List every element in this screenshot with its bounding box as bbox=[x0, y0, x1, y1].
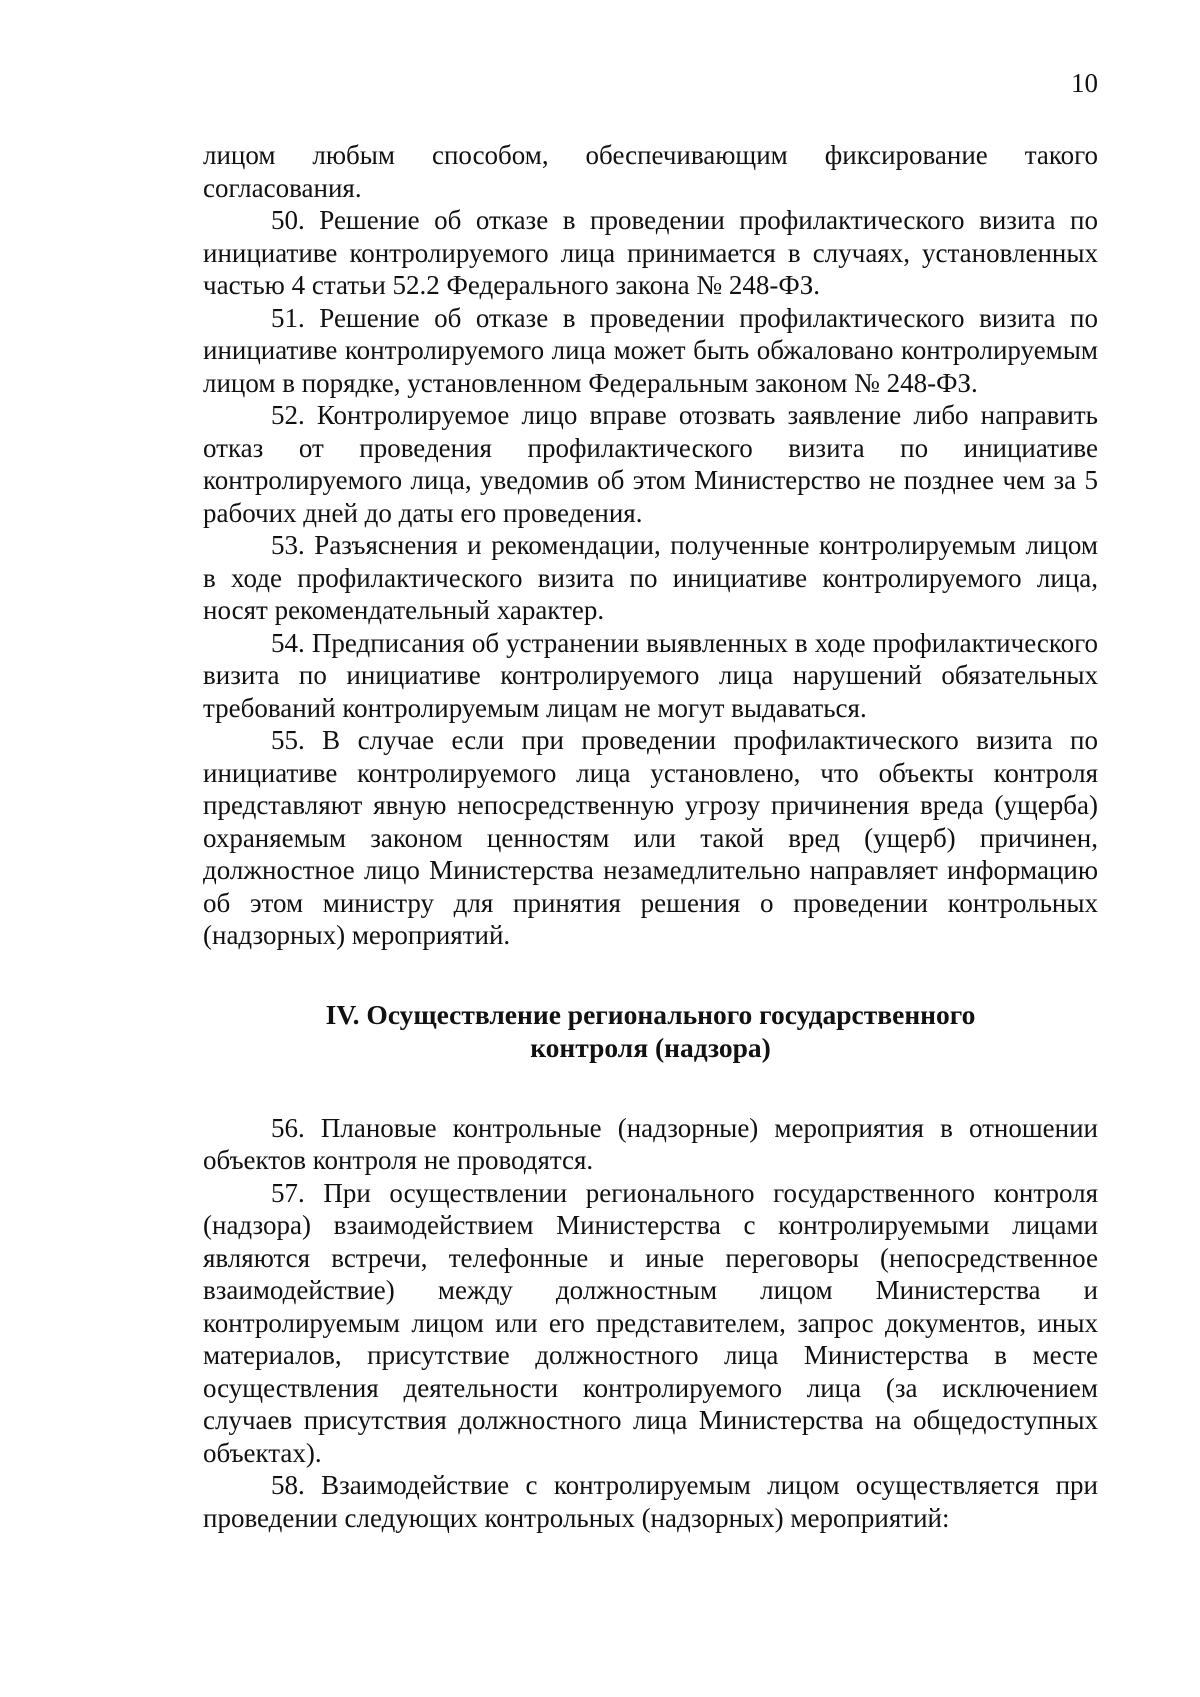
paragraph-50: 50. Решение об отказе в проведении профилактического визита по инициативе контролируемого лица принимается в случаях, установленных частью 4 статьи 52.2 Федерального закона № 248-ФЗ. bbox=[203, 205, 1098, 300]
paragraph-58: 58. Взаимодействие с контролируемым лицом осуществляется при проведении следующих контрольных (надзорных) мероприятий: bbox=[203, 1470, 1098, 1533]
continuation-paragraph: лицом любым способом, обеспечивающим фиксирование такого согласования. bbox=[203, 140, 1098, 203]
paragraph-51: 51. Решение об отказе в проведении профилактического визита по инициативе контролируемого лица может быть обжаловано контролируемым лицом в порядке, установленном Федеральным законом № 248-ФЗ. bbox=[203, 302, 1098, 398]
paragraph-52: 52. Контролируемое лицо вправе отозвать заявление либо направить отказ от проведения профилактического визита по инициативе контролируемого лица, уведомив об этом Министерство не позднее чем за 5 рабочих дней до даты его проведения. bbox=[203, 400, 1098, 528]
section-heading-line-1: IV. Осуществление регионального государственного bbox=[325, 998, 976, 1030]
paragraph-57: 57. При осуществлении регионального государственного контроля (надзора) взаимодействием Министерства с контролируемыми лицами являются встречи, телефонные и иные переговоры (непосредственное взаимодействие) между должностным лицом Министерства и контролируемым лицом или его представителем, запрос документов, иных материалов, присутствие должностного лица Министерства в месте осуществления деятельности контролируемого лица (за исключением случаев присутствия должностного лица Министерства на общедоступных объектах). bbox=[203, 1177, 1098, 1468]
paragraph-55: 55. В случае если при проведении профилактического визита по инициативе контролируемого лица установлено, что объекты контроля представляют явную непосредственную угрозу причинения вреда (ущерба) охраняемым законом ценностям или такой вред (ущерб) причинен, должностное лицо Министерства незамедлительно направляет информацию об этом министру для принятия решения о проведении контрольных (надзорных) мероприятий. bbox=[203, 725, 1098, 950]
paragraph-56: 56. Плановые контрольные (надзорные) мероприятия в отношении объектов контроля не проводятся. bbox=[203, 1112, 1098, 1175]
document-body bbox=[203, 139, 1098, 1534]
paragraph-53: 53. Разъяснения и рекомендации, полученные контролируемым лицом в ходе профилактического визита по инициативе контролируемого лица, носят рекомендательный характер. bbox=[203, 530, 1098, 625]
paragraph-54: 54. Предписания об устранении выявленных в ходе профилактического визита по инициативе контролируемого лица нарушений обязательных требований контролируемым лицам не могут выдаваться. bbox=[203, 627, 1098, 723]
section-heading-line-2: контроля (надзора) bbox=[530, 1031, 771, 1063]
section-heading bbox=[203, 998, 1098, 1064]
page-number: 10 bbox=[1071, 68, 1098, 98]
